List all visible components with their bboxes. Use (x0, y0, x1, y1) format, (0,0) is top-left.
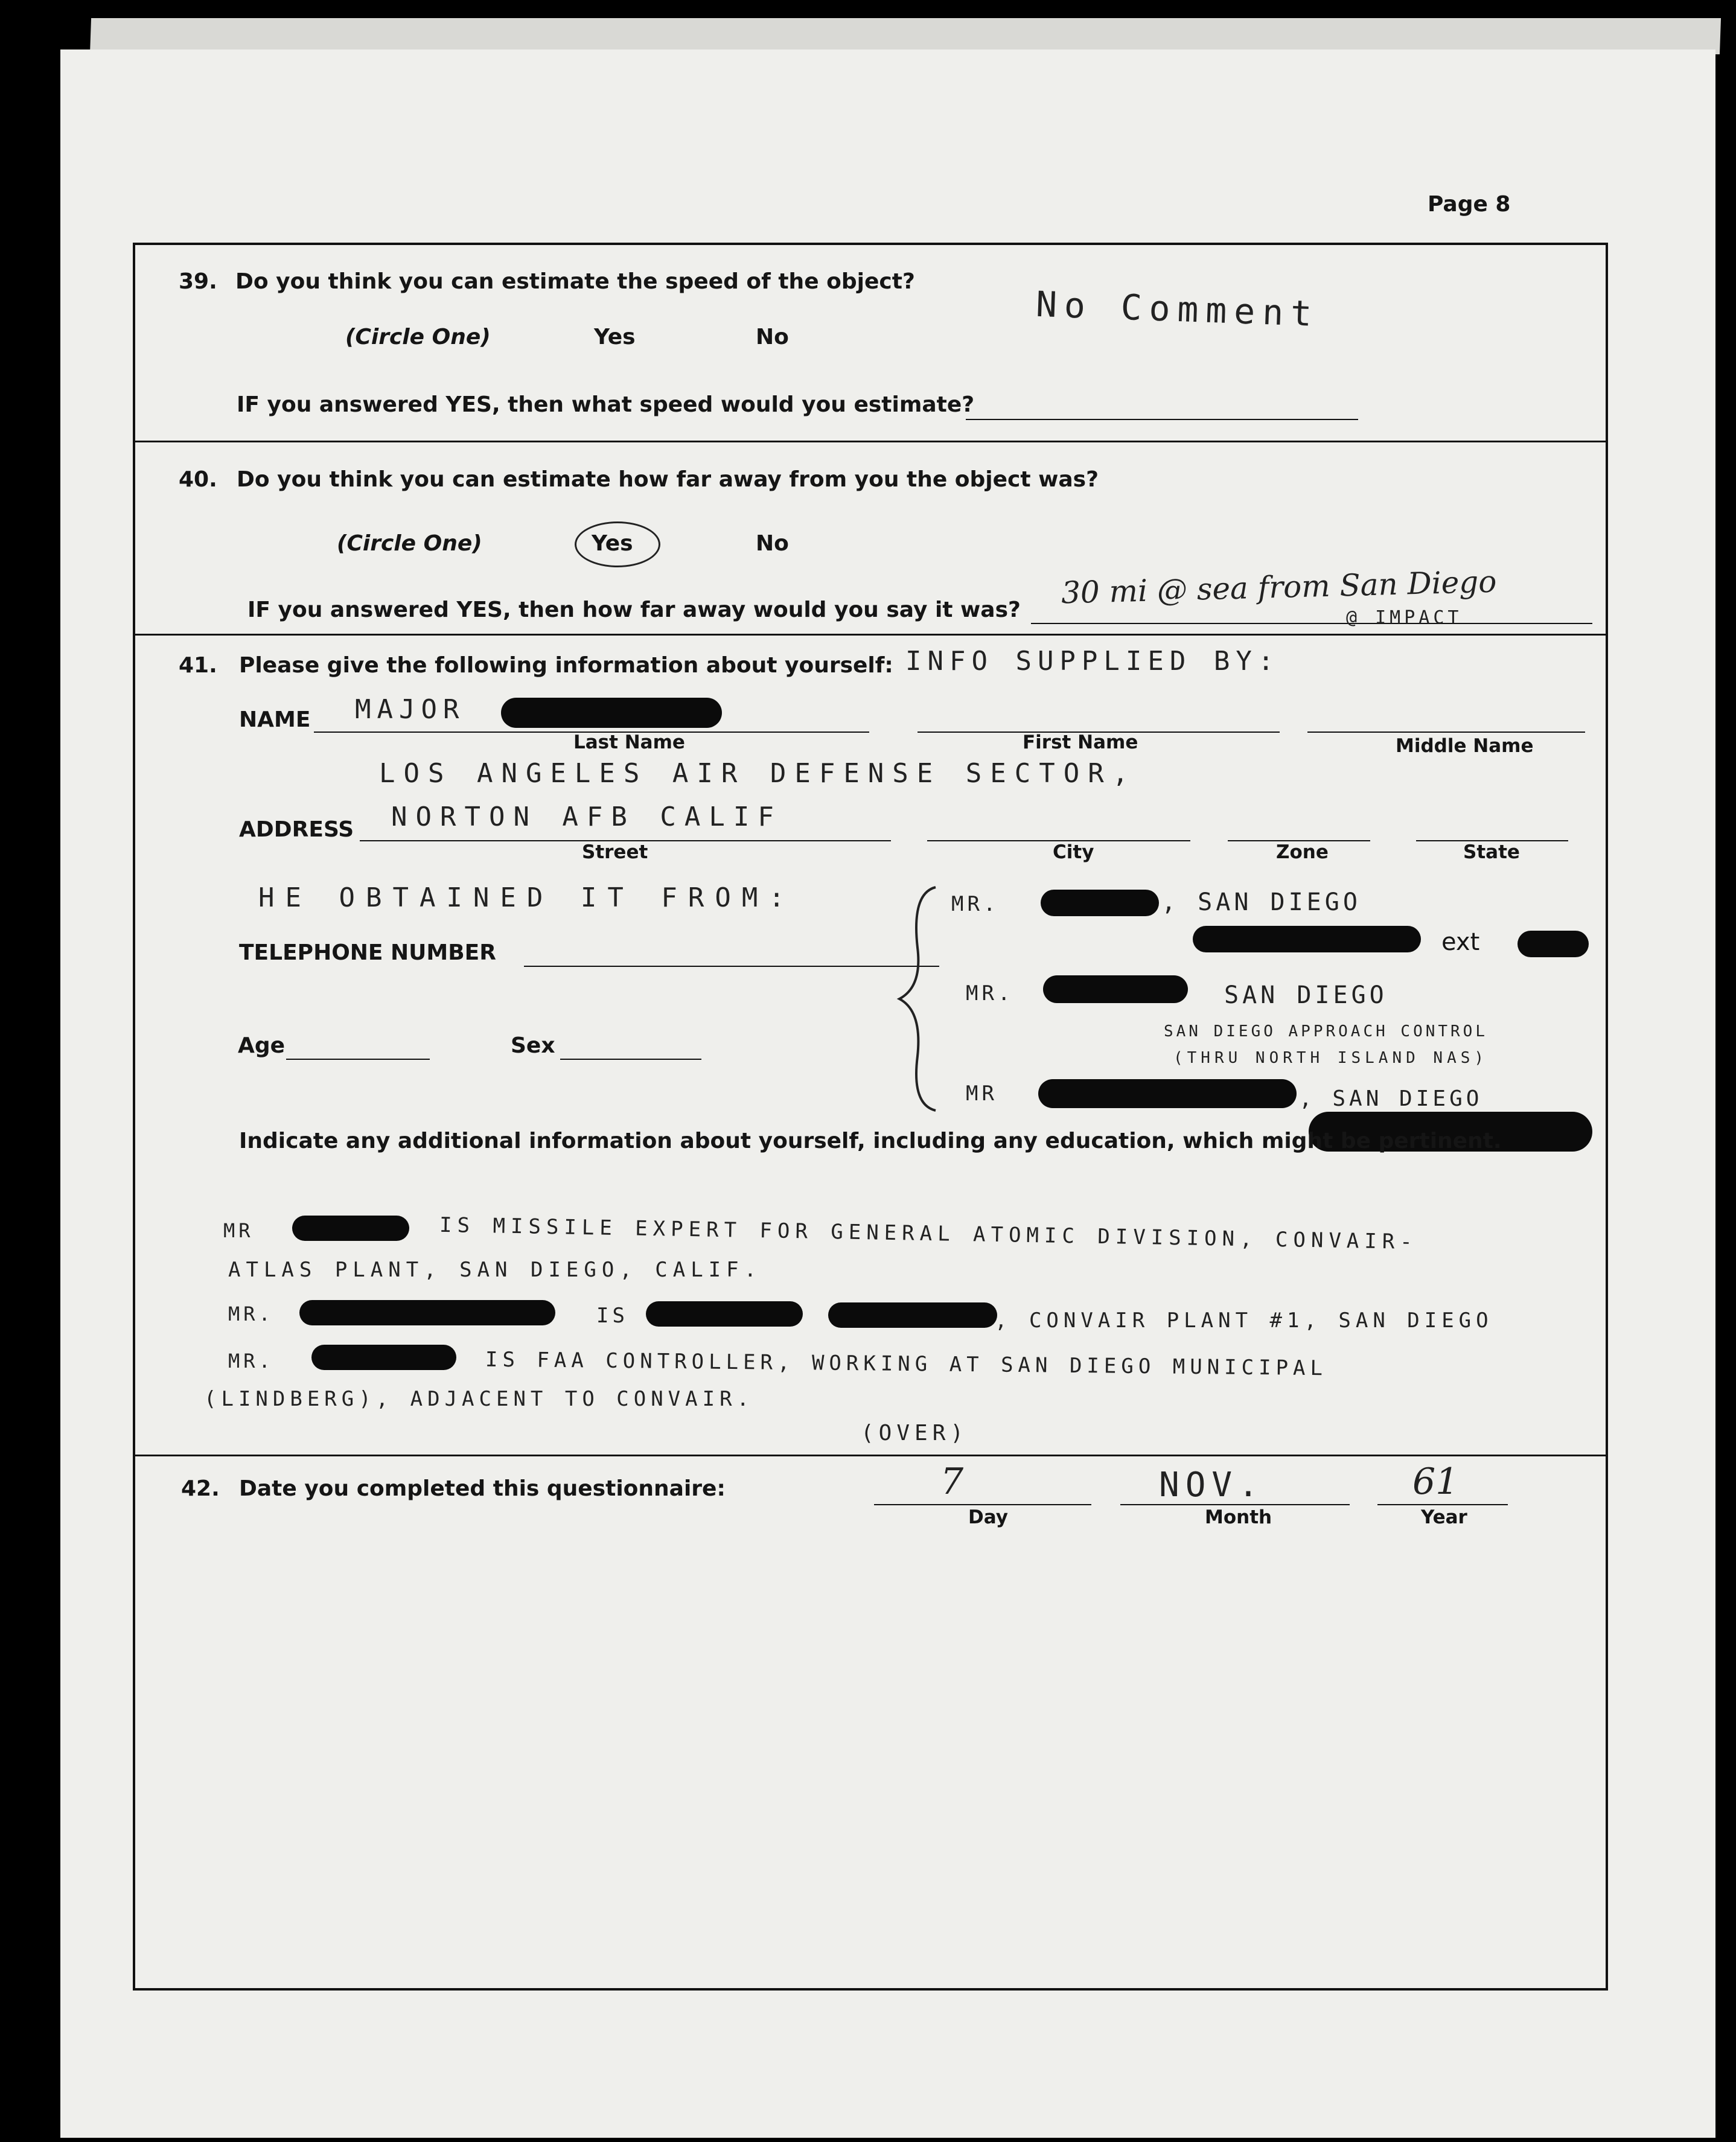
address-label: ADDRESS (239, 817, 354, 842)
q39-yes-option[interactable]: Yes (594, 325, 636, 349)
city-caption: City (1053, 841, 1094, 863)
q40-distance-line (1031, 623, 1592, 624)
last-name-caption: Last Name (573, 732, 685, 753)
year-line (1377, 1504, 1508, 1505)
note1-text: IS MISSILE EXPERT FOR GENERAL ATOMIC DIVISION, CONVAIR- (439, 1213, 1418, 1255)
source1-city: , SAN DIEGO (1161, 888, 1361, 916)
year-caption: Year (1421, 1506, 1467, 1528)
q39-question: Do you think you can estimate the speed of the object? (235, 269, 915, 294)
q41-prompt: Please give the following information about yourself: (239, 653, 893, 678)
source2-city: SAN DIEGO (1224, 981, 1388, 1009)
q40-yes-option[interactable]: Yes (592, 531, 633, 556)
address-handwritten-line1: LOS ANGELES AIR DEFENSE SECTOR, (379, 758, 1137, 789)
redaction-source1-ext (1517, 931, 1589, 957)
source2-prefix: MR. (966, 981, 1014, 1006)
q39-speed-line (966, 419, 1358, 420)
q39-circle-one: (Circle One) (345, 325, 491, 349)
source2-note2: (THRU NORTH ISLAND NAS) (1173, 1049, 1489, 1067)
q39-handwritten-answer: No Comment (1035, 283, 1320, 335)
note4-prefix: MR. (228, 1350, 274, 1372)
sex-line (560, 1059, 701, 1060)
source1-ext: ext (1441, 928, 1480, 956)
name-handwritten: MAJOR (355, 694, 465, 725)
brace-mark (893, 881, 948, 1117)
redaction-name (501, 698, 722, 728)
over-note: (OVER) (861, 1421, 969, 1446)
q40-question: Do you think you can estimate how far away from you the object was? (237, 467, 1099, 492)
month-caption: Month (1205, 1506, 1272, 1528)
divider-40-41 (133, 634, 1606, 636)
redaction-source2-name (1043, 975, 1188, 1003)
q41-info-supplied: INFO SUPPLIED BY: (905, 646, 1280, 677)
name-label: NAME (239, 707, 311, 732)
telephone-label: TELEPHONE NUMBER (239, 940, 496, 965)
q39-number: 39. (179, 269, 217, 294)
note5-text: (LINDBERG), ADJACENT TO CONVAIR. (204, 1387, 755, 1411)
address-handwritten-line2: NORTON AFB CALIF (391, 802, 782, 832)
day-line (874, 1504, 1091, 1505)
middle-name-caption: Middle Name (1396, 735, 1534, 757)
q42-number: 42. (181, 1476, 220, 1501)
note3-text: IS (596, 1304, 628, 1328)
q40-handwritten-note: @ IMPACT (1346, 607, 1463, 628)
month-handwritten: NOV. (1159, 1465, 1265, 1505)
q40-followup: IF you answered YES, then how far away would you say it was? (247, 598, 1021, 622)
note3-prefix: MR. (228, 1302, 274, 1325)
redaction-note3-c (828, 1302, 997, 1328)
source3-city: , SAN DIEGO (1299, 1086, 1483, 1111)
redaction-source3-name (1038, 1079, 1297, 1108)
note2-text: ATLAS PLANT, SAN DIEGO, CALIF. (228, 1258, 762, 1282)
redaction-note4 (311, 1345, 456, 1370)
year-handwritten: 61 (1412, 1461, 1459, 1503)
source1-prefix: MR. (951, 892, 1000, 916)
day-caption: Day (968, 1506, 1008, 1528)
q40-number: 40. (179, 467, 217, 492)
redaction-source1-phone (1193, 926, 1421, 952)
q40-no-option[interactable]: No (756, 531, 789, 556)
q39-no-option[interactable]: No (756, 325, 789, 349)
q40-circle-one: (Circle One) (337, 531, 482, 556)
divider-41-42 (133, 1455, 1606, 1456)
age-label: Age (238, 1033, 286, 1058)
note4-text: IS FAA CONTROLLER, WORKING AT SAN DIEGO MUNICIPAL (485, 1347, 1328, 1381)
q40-handwritten-answer: 30 mi @ sea from San Diego (1061, 564, 1498, 611)
street-caption: Street (582, 841, 648, 863)
sex-label: Sex (511, 1033, 555, 1058)
middle-name-line (1307, 732, 1585, 733)
age-line (286, 1059, 430, 1060)
q39-followup: IF you answered YES, then what speed would you estimate? (237, 392, 975, 417)
source3-prefix: MR (966, 1082, 998, 1106)
q42-prompt: Date you completed this questionnaire: (239, 1476, 726, 1501)
obtained-from-handwritten: HE OBTAINED IT FROM: (258, 882, 796, 913)
redaction-note1 (292, 1216, 409, 1241)
source2-note1: SAN DIEGO APPROACH CONTROL (1164, 1022, 1488, 1041)
day-handwritten: 7 (940, 1461, 964, 1503)
note1-prefix: MR (223, 1219, 254, 1242)
zone-caption: Zone (1276, 841, 1329, 863)
redaction-note3-a (299, 1300, 555, 1325)
redaction-note3-b (646, 1301, 803, 1327)
telephone-line (524, 966, 939, 967)
state-caption: State (1463, 841, 1520, 863)
underlying-page-edge (90, 18, 1721, 54)
first-name-caption: First Name (1023, 732, 1138, 753)
page-number: Page 8 (1428, 192, 1511, 217)
note3-suffix: , CONVAIR PLANT #1, SAN DIEGO (995, 1308, 1493, 1333)
redaction-source1-name (1041, 890, 1159, 916)
divider-39-40 (133, 441, 1606, 442)
q41-number: 41. (179, 653, 217, 678)
additional-info-prompt: Indicate any additional information about yourself, including any education, which might be pertinent. (239, 1129, 1502, 1153)
